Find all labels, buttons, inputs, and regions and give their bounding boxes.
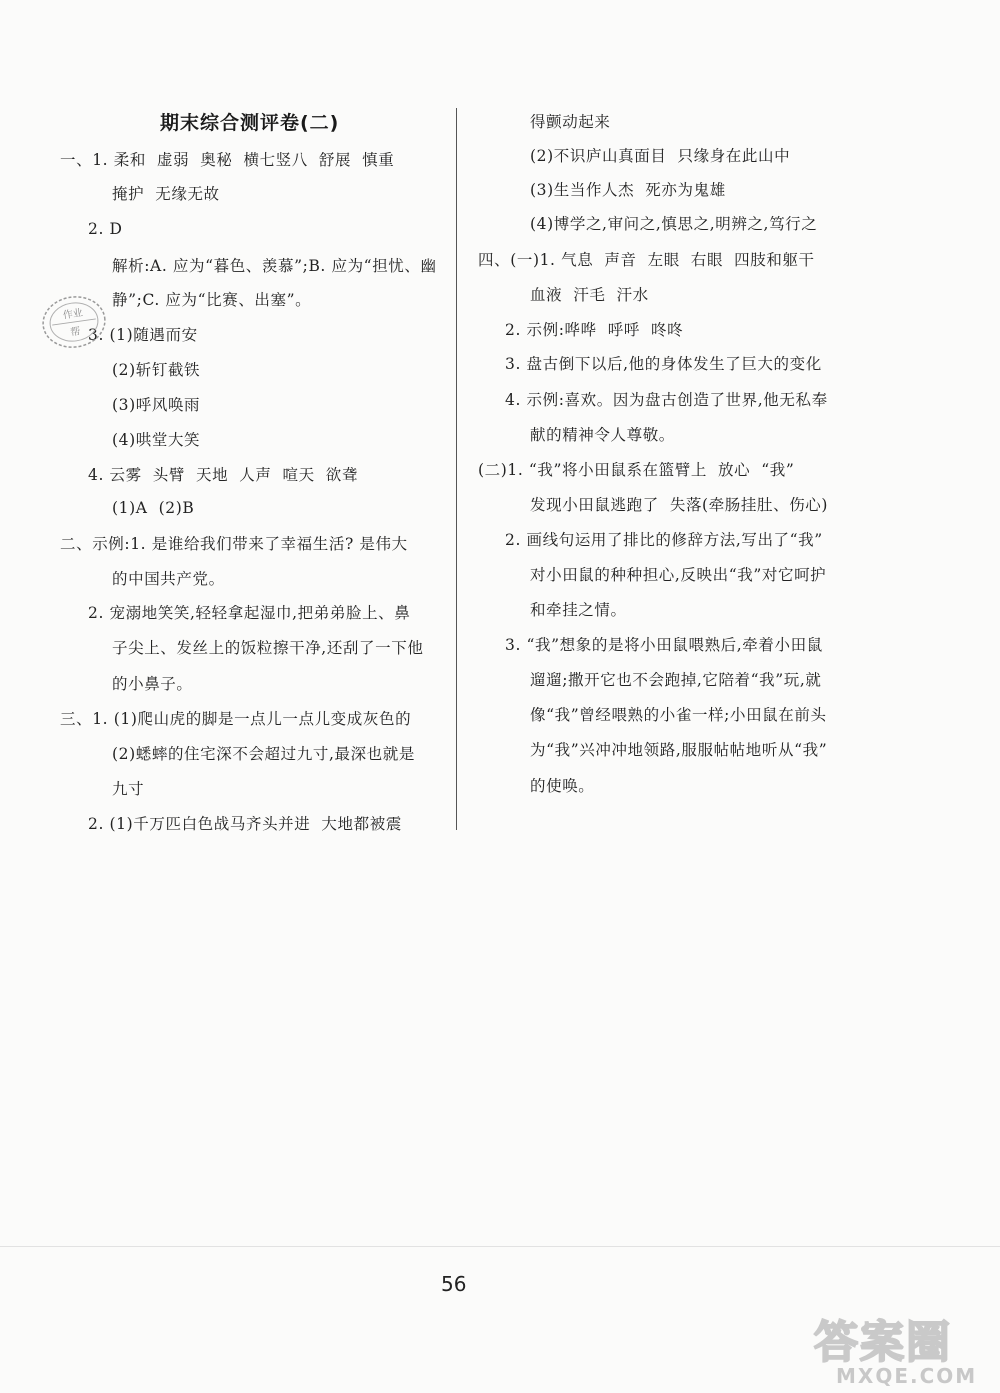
answer-line: 二、示例:1. 是谁给我们带来了幸福生活? 是伟大 <box>60 535 408 553</box>
answer-line: 的使唤。 <box>530 777 595 795</box>
answer-line: 3. 盘古倒下以后,他的身体发生了巨大的变化 <box>505 355 822 373</box>
answer-line: 掩护 无缘无故 <box>112 185 220 203</box>
answer-line: (3)呼风唤雨 <box>112 396 201 414</box>
answer-line: 和牵挂之情。 <box>530 601 627 619</box>
answer-line: 2. D <box>88 220 123 238</box>
answer-line: 的中国共产党。 <box>112 570 225 588</box>
answer-line: 静”;C. 应为“比赛、出塞”。 <box>112 291 312 309</box>
answer-line: (2)斩钉截铁 <box>112 361 201 379</box>
answer-line: 3. (1)随遇而安 <box>88 326 198 344</box>
answer-line: 解析:A. 应为“暮色、羡慕”;B. 应为“担忧、幽 <box>112 257 437 275</box>
answer-line: 像“我”曾经喂熟的小雀一样;小田鼠在前头 <box>530 706 827 724</box>
answer-line: 四、(一)1. 气息 声音 左眼 右眼 四肢和躯干 <box>478 251 815 269</box>
page-number: 56 <box>441 1272 467 1296</box>
answer-line: 发现小田鼠逃跑了 失落(牵肠挂肚、伤心) <box>530 496 829 514</box>
answer-line: 4. 示例:喜欢。因为盘古创造了世界,他无私奉 <box>505 391 828 409</box>
answer-line: (2)不识庐山真面目 只缘身在此山中 <box>530 147 791 165</box>
column-divider <box>456 108 457 830</box>
answer-line: 对小田鼠的种种担心,反映出“我”对它呵护 <box>530 566 827 584</box>
stamp-text-top: 作业 <box>62 307 84 322</box>
page-title: 期末综合测评卷(二) <box>160 112 340 134</box>
answer-line: 的小鼻子。 <box>112 675 193 693</box>
answer-line: (3)生当作人杰 死亦为鬼雄 <box>530 181 726 199</box>
answer-line: (二)1. “我”将小田鼠系在篮臂上 放心 “我” <box>478 461 795 479</box>
answer-line: 为“我”兴冲冲地领路,服服帖帖地听从“我” <box>530 741 828 759</box>
answer-line: 遛遛;撒开它也不会跑掉,它陪着“我”玩,就 <box>530 671 822 689</box>
answer-line: 4. 云雾 头臂 天地 人声 喧天 欲聋 <box>88 466 358 484</box>
stamp-logo-icon <box>36 289 111 356</box>
answer-line: 2. 示例:哗哗 呼呼 咚咚 <box>505 321 684 339</box>
answer-line: 2. 画线句运用了排比的修辞方法,写出了“我” <box>505 531 823 549</box>
answer-line: (1)A (2)B <box>112 499 195 517</box>
answer-line: (4)哄堂大笑 <box>112 431 201 449</box>
answer-line: 九寸 <box>112 780 145 798</box>
watermark-text: 答案圈 <box>814 1317 952 1368</box>
answer-line: 血液 汗毛 汗水 <box>530 286 649 304</box>
answer-line: 2. 宠溺地笑笑,轻轻拿起湿巾,把弟弟脸上、鼻 <box>88 604 411 622</box>
answer-line: (2)蟋蟀的住宅深不会超过九寸,最深也就是 <box>112 745 415 763</box>
answer-line: 子尖上、发丝上的饭粒擦干净,还刮了一下他 <box>112 639 424 657</box>
answer-line: 得颤动起来 <box>530 113 611 131</box>
answer-line: 3. “我”想象的是将小田鼠喂熟后,牵着小田鼠 <box>505 636 823 654</box>
stamp-text-bottom: 帮 <box>69 326 82 339</box>
watermark-url: MXQE.COM <box>836 1364 978 1388</box>
answer-line: 一、1. 柔和 虚弱 奥秘 横七竖八 舒展 慎重 <box>60 151 395 169</box>
answer-line: (4)博学之,审问之,慎思之,明辨之,笃行之 <box>530 215 818 233</box>
answer-line: 三、1. (1)爬山虎的脚是一点儿一点儿变成灰色的 <box>60 710 412 728</box>
footer-rule <box>0 1246 1000 1247</box>
answer-line: 献的精神令人尊敬。 <box>530 426 675 444</box>
answer-line: 2. (1)千万匹白色战马齐头并进 大地都被震 <box>88 815 402 833</box>
